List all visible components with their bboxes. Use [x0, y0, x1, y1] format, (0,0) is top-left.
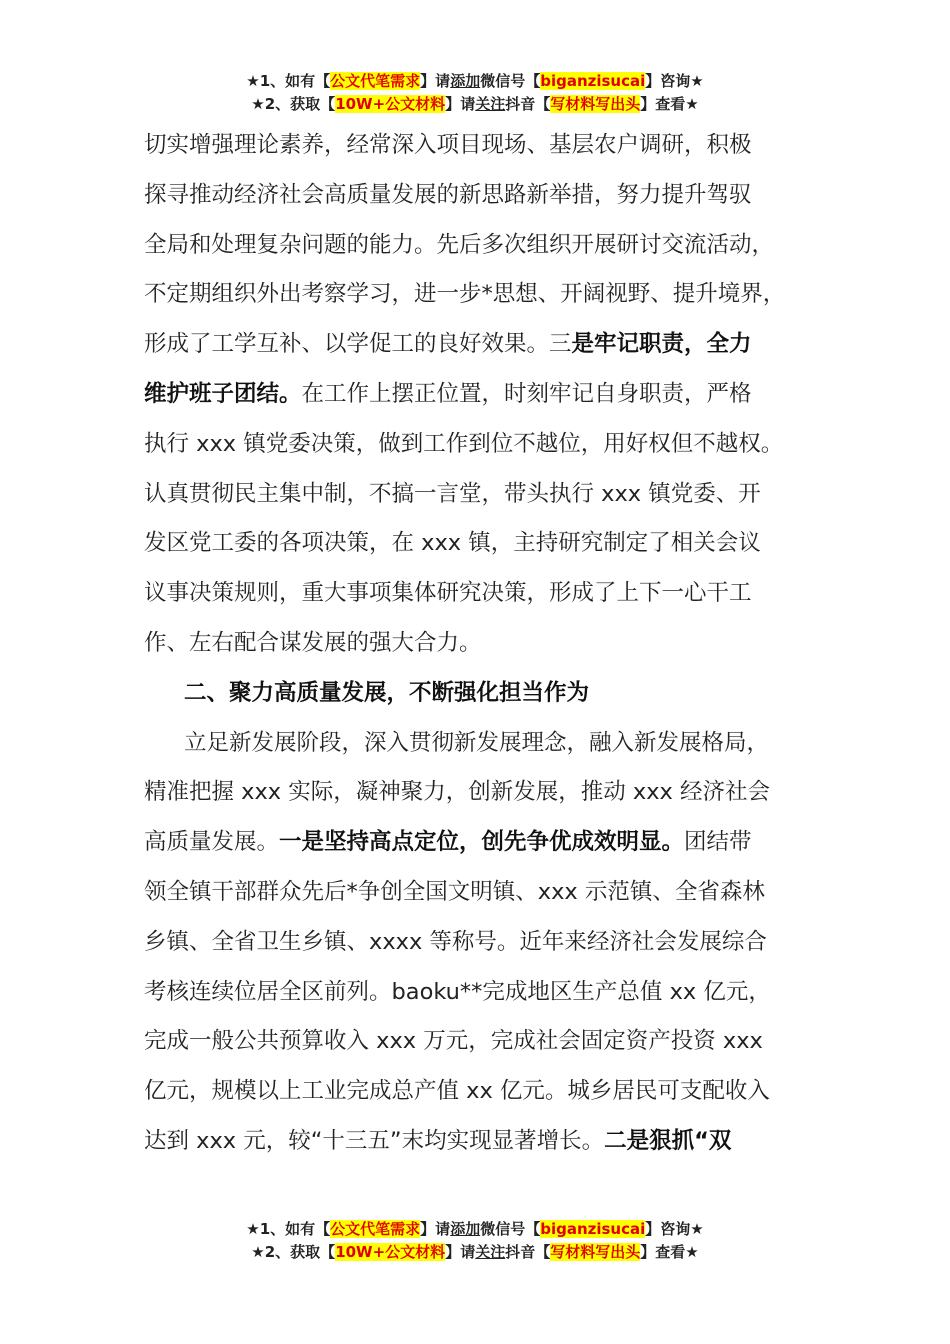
text-line: 议事决策规则，重大事项集体研究决策，形成了上下一心干工 — [144, 580, 752, 607]
text-line: 考核连续位居全区前列。baoku**完成地区生产总值 xx 亿元， — [144, 978, 771, 1005]
text-line: 领全镇干部群众先后*争创全国文明镇、xxx 示范镇、全省森林 — [144, 878, 765, 905]
footer-banner — [0, 1218, 950, 1264]
underlined-text: 添加 — [450, 1220, 481, 1238]
banner-text: 】查看★ — [640, 1243, 699, 1261]
banner-text: 抖音【 — [505, 95, 551, 113]
text-line: 全局和处理复杂问题的能力。先后多次组织开展研讨交流活动， — [144, 231, 775, 258]
document-body — [144, 121, 834, 1167]
underlined-text: 关注 — [475, 95, 506, 113]
wechat-id-highlight: biganzisucai — [540, 72, 646, 90]
banner-text: 】请 — [445, 1243, 476, 1261]
wechat-id-highlight: biganzisucai — [540, 1220, 646, 1238]
banner-text: 微信号【 — [480, 72, 541, 90]
text-line: 认真贯彻民主集中制，不搞一言堂，带头执行 xxx 镇党委、开 — [144, 480, 761, 507]
banner-text: ★1、如有【 — [246, 72, 331, 90]
text-line: 作、左右配合谋发展的强大合力。 — [144, 629, 482, 656]
banner-text: 】请 — [420, 1220, 451, 1238]
text-line: 乡镇、全省卫生乡镇、xxxx 等称号。近年来经济社会发展综合 — [144, 928, 767, 955]
bold-text: 维护班子团结。 — [144, 380, 302, 407]
banner-text: 】请 — [420, 72, 451, 90]
underlined-text: 关注 — [475, 1243, 506, 1261]
highlight-text: 10W+公文材料 — [335, 1243, 446, 1261]
text-line — [144, 370, 834, 420]
text-line: 切实增强理论素养，经常深入项目现场、基层农户调研，积极 — [144, 132, 752, 158]
douyin-id-highlight: 写材料写出头 — [550, 1243, 641, 1261]
text-line — [144, 818, 834, 868]
banner-text: ★2、获取【 — [251, 1243, 336, 1261]
banner-line-1 — [0, 1218, 950, 1241]
text-line: 发区党工委的各项决策，在 xxx 镇，主持研究制定了相关会议 — [144, 530, 761, 557]
text-line: 立足新发展阶段，深入贯彻新发展理念，融入新发展格局， — [184, 729, 770, 756]
text-line: 亿元，规模以上工业完成总产值 xx 亿元。城乡居民可支配收入 — [144, 1078, 770, 1105]
text-run: 高质量发展。 — [144, 829, 280, 856]
heading-text: 二、聚力高质量发展，不断强化担当作为 — [184, 679, 590, 706]
banner-text: ★2、获取【 — [251, 95, 336, 113]
highlight-text: 公文代笔需求 — [330, 72, 421, 90]
text-line: 不定期组织外出考察学习，进一步*思想、开阔视野、提升境界， — [144, 281, 786, 308]
banner-text: 】咨询★ — [645, 1220, 704, 1238]
bold-text: 是牢记职责，全力 — [571, 331, 752, 358]
text-line: 精准把握 xxx 实际，凝神聚力，创新发展，推动 xxx 经济社会 — [144, 779, 771, 806]
banner-text: 】咨询★ — [645, 72, 704, 90]
header-banner — [0, 70, 950, 116]
bold-text: 二是狠抓“双 — [604, 1127, 732, 1154]
highlight-text: 10W+公文材料 — [335, 95, 446, 113]
text-run: 在工作上摆正位置，时刻牢记自身职责，严格 — [301, 380, 752, 407]
banner-text: 】查看★ — [640, 95, 699, 113]
banner-line-1 — [0, 70, 950, 93]
banner-line-2 — [0, 1241, 950, 1264]
text-run: 达到 xxx 元，较“十三五”末均实现显著增长。 — [144, 1127, 605, 1154]
highlight-text: 公文代笔需求 — [330, 1220, 421, 1238]
banner-text: 】请 — [445, 95, 476, 113]
text-line: 探寻推动经济社会高质量发展的新思路新举措，努力提升驾驭 — [144, 181, 752, 208]
text-line — [144, 320, 834, 370]
banner-text: ★1、如有【 — [246, 1220, 331, 1238]
banner-text: 微信号【 — [480, 1220, 541, 1238]
underlined-text: 添加 — [450, 72, 481, 90]
text-run: 团结带 — [684, 829, 752, 856]
text-line: 执行 xxx 镇党委决策，做到工作到位不越位，用好权但不越权。 — [144, 430, 784, 457]
text-line — [144, 1117, 834, 1167]
douyin-id-highlight: 写材料写出头 — [550, 95, 641, 113]
text-run: 形成了工学互补、以学促工的良好效果。三 — [144, 331, 572, 358]
text-line: 完成一般公共预算收入 xxx 万元，完成社会固定资产投资 xxx — [144, 1028, 763, 1055]
banner-text: 抖音【 — [505, 1243, 551, 1261]
banner-line-2 — [0, 93, 950, 116]
section-heading — [144, 669, 834, 719]
bold-text: 一是坚持高点定位，创先争优成效明显。 — [279, 829, 685, 856]
